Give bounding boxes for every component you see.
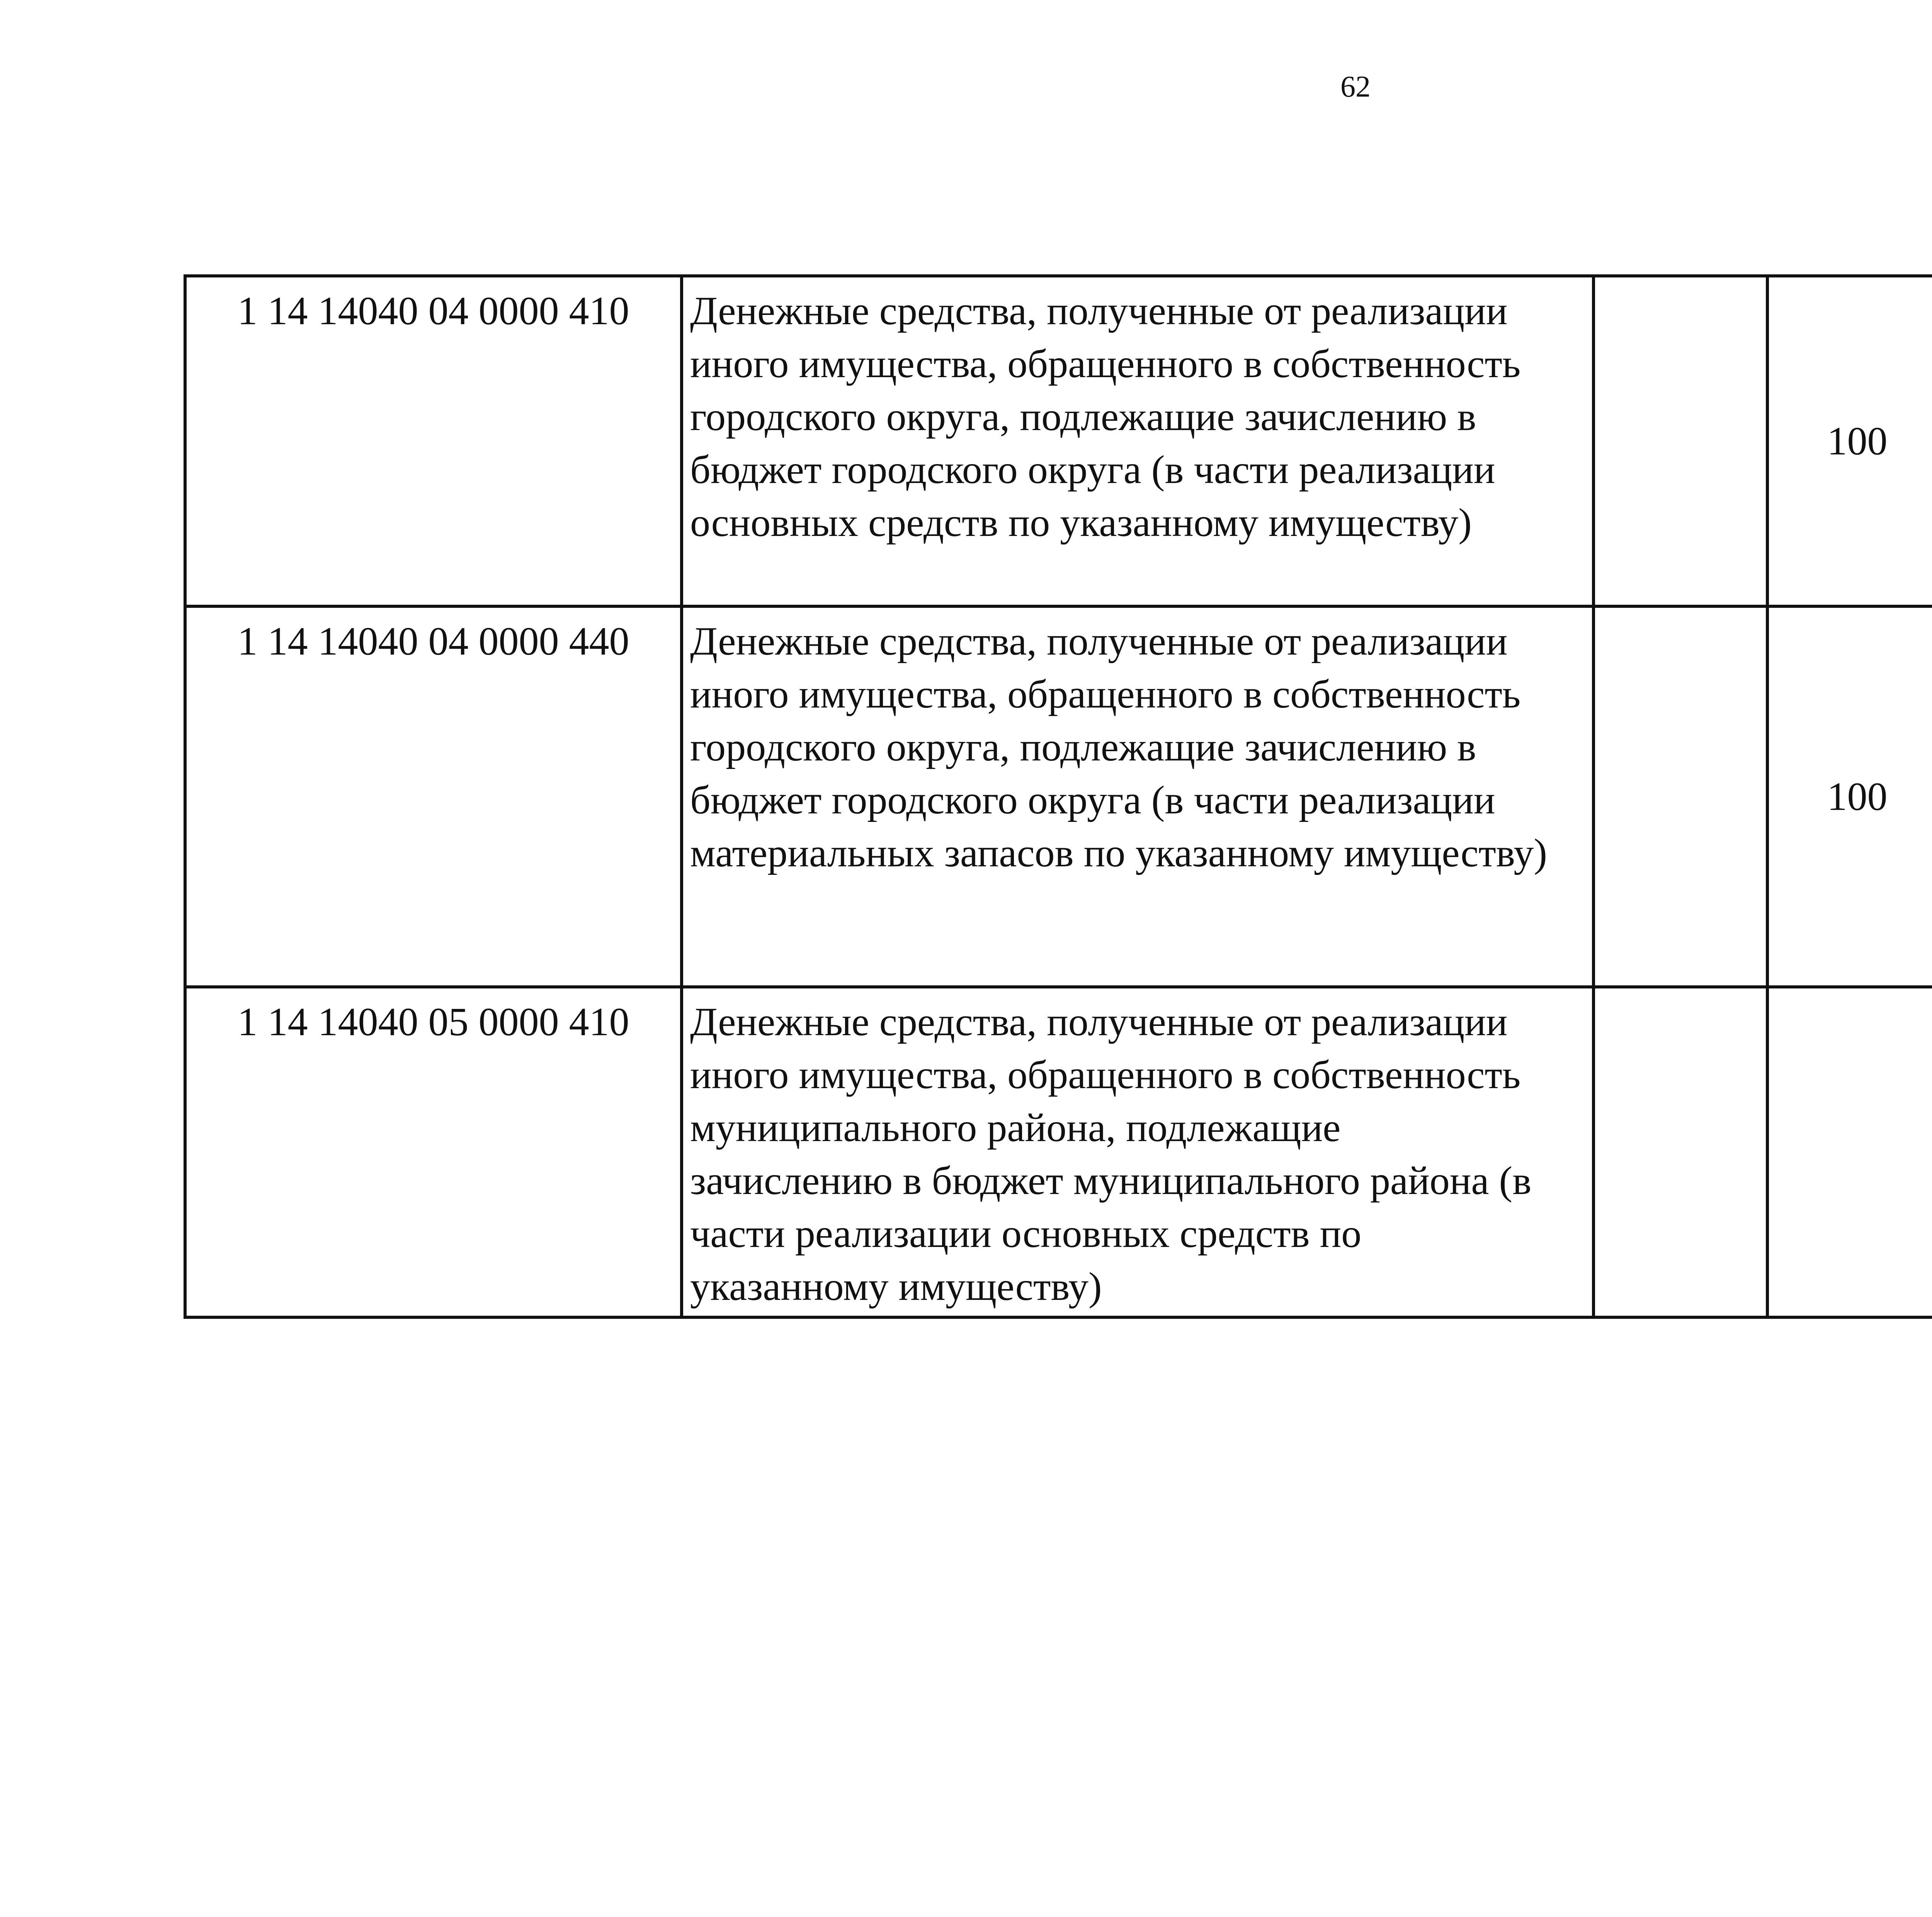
revenue-distribution-table [184,274,1932,1319]
norm-cell [1594,276,1767,606]
budget-code-cell: 1 14 14040 05 0000 410 [185,987,682,1317]
revenue-name-line: части реализации основных средств по [690,1211,1362,1256]
page-number: 62 [1340,70,1371,103]
revenue-name-line: Денежные средства, полученные от реализации [690,289,1508,333]
revenue-name-line: бюджет городского округа (в части реализации [690,447,1495,492]
table-row [185,276,1932,606]
revenue-name-cell [682,987,1594,1317]
budget-code-cell: 1 14 14040 04 0000 440 [185,606,682,987]
budget-code-cell: 1 14 14040 04 0000 410 [185,276,682,606]
table-row [185,987,1932,1317]
revenue-name-cell [682,606,1594,987]
revenue-name-line: Денежные средства, полученные от реализации [690,1000,1508,1044]
revenue-name-line: иного имущества, обращенного в собственность [690,342,1521,386]
revenue-name-line: иного имущества, обращенного в собственность [690,672,1521,716]
revenue-name-line: бюджет городского округа (в части реализации [690,778,1495,822]
norm-cell [1594,987,1767,1317]
table-row [185,606,1932,987]
revenue-name-line: городского округа, подлежащие зачислению в [690,395,1476,439]
norm-cell: 100 [1767,606,1932,987]
norm-cell: 100 [1767,276,1932,606]
revenue-name-line: муниципального района, подлежащие [690,1106,1341,1150]
revenue-name-line: зачислению в бюджет муниципального района (в [690,1158,1532,1203]
revenue-name-line: основных средств по указанному имуществу) [690,500,1472,545]
revenue-name-line: материальных запасов по указанному имуществу) [690,831,1547,875]
revenue-name-line: указанному имуществу) [690,1264,1102,1309]
revenue-name-line: Денежные средства, полученные от реализации [690,619,1508,663]
norm-cell [1594,606,1767,987]
norm-cell [1767,987,1932,1317]
revenue-name-line: городского округа, подлежащие зачислению в [690,725,1476,769]
revenue-name-cell [682,276,1594,606]
revenue-name-line: иного имущества, обращенного в собственность [690,1053,1521,1097]
